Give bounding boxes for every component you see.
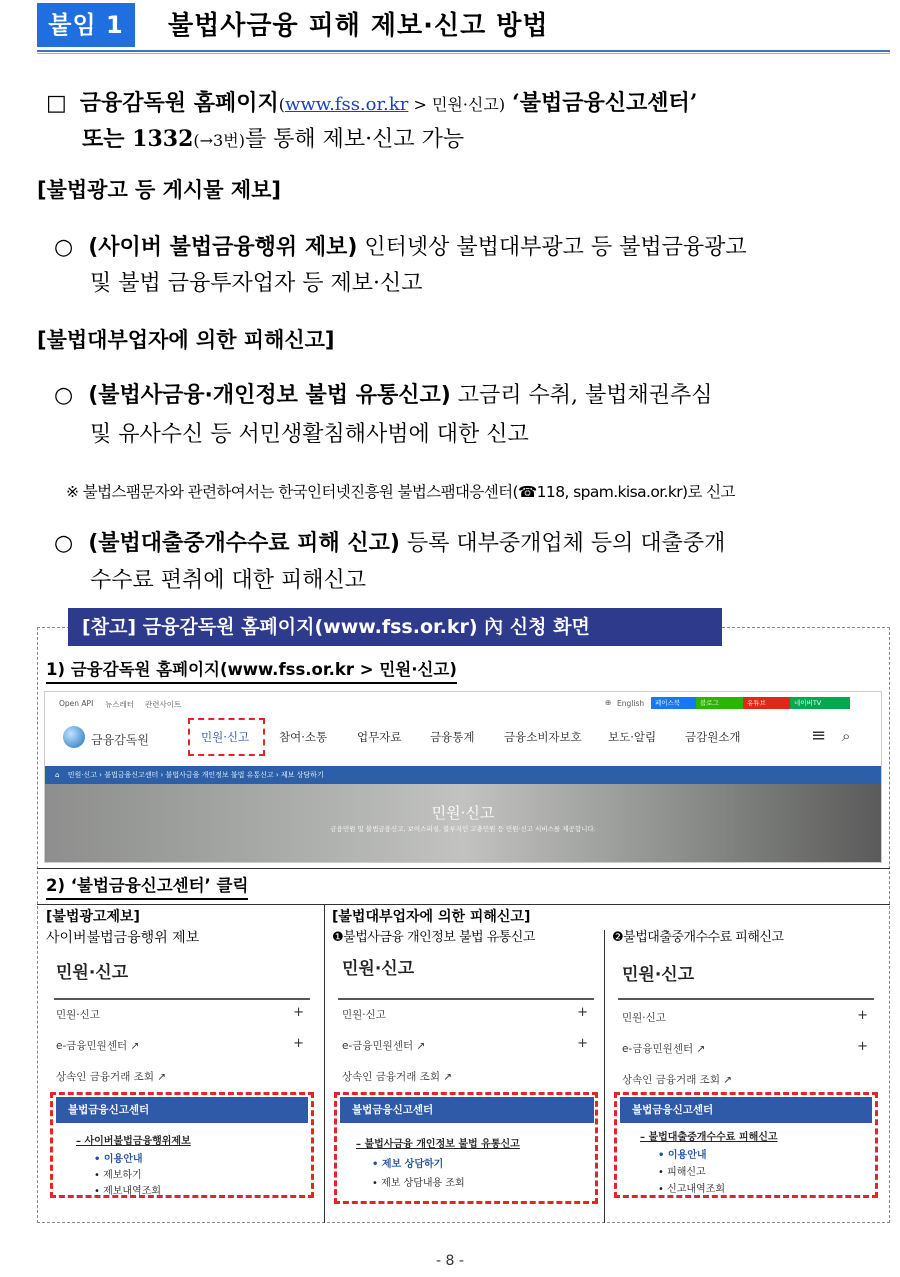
- panel2-menu-complaint[interactable]: 민원·신고: [342, 1009, 386, 1021]
- fss-logo-icon: [63, 726, 85, 748]
- grid-header-rule: [37, 904, 890, 905]
- reference-tab: [참고] 금융감독원 홈페이지(www.fss.or.kr) 內 신청 화면: [68, 608, 722, 646]
- panel2-menu-inherit[interactable]: 상속인 금융거래 조회 ↗: [342, 1071, 453, 1083]
- panel3-center[interactable]: 불법금융신고센터: [620, 1097, 872, 1123]
- facebook-button[interactable]: 페이스북: [651, 697, 701, 709]
- highlight-panel3: [614, 1092, 878, 1198]
- panel1-center[interactable]: 불법금융신고센터: [56, 1097, 308, 1123]
- navertv-button[interactable]: 네이버TV: [790, 697, 850, 709]
- panel3-rule: [618, 998, 874, 1000]
- col2-subheading: ❶불법사금융 개인정보 불법 유통신고: [332, 930, 535, 945]
- fss-link[interactable]: www.fss.or.kr: [284, 94, 409, 115]
- section2-item2-cont: 수수료 편취에 대한 피해신고: [90, 568, 367, 593]
- panel3-menu-efin[interactable]: e-금융민원센터 ↗: [622, 1043, 706, 1055]
- grid-col-sep-2: [604, 930, 605, 1223]
- plus-icon[interactable]: +: [857, 1008, 868, 1023]
- panel3-title: 민원·신고: [622, 965, 695, 985]
- panel2-rule: [338, 998, 594, 1000]
- plus-icon[interactable]: +: [577, 1005, 588, 1020]
- menu-icon[interactable]: ≡: [811, 725, 827, 746]
- col3-subheading: ❷불법대출중개수수료 피해신고: [612, 930, 784, 945]
- intro-line-2: 또는 1332(→3번)를 통해 제보·신고 가능: [82, 126, 465, 152]
- appendix-badge: 붙임 1: [37, 3, 135, 47]
- panel3-menu-complaint[interactable]: 민원·신고: [622, 1012, 666, 1024]
- panel2-title: 민원·신고: [342, 959, 415, 979]
- highlight-panel1: [50, 1092, 314, 1198]
- panel1-item-history[interactable]: • 제보내역조회: [94, 1186, 162, 1197]
- title-rule-thin: [37, 53, 890, 54]
- section-heading-ads: [불법광고 등 게시물 제보]: [37, 178, 281, 202]
- home-icon[interactable]: ⌂: [55, 771, 60, 779]
- breadcrumb: ⌂ 민원·신고 › 불법금융신고센터 › 불법사금융 개인정보 불법 유통신고 › 제보 상담하기: [45, 766, 881, 784]
- section1-item-cont: 및 불법 금융투자업자 등 제보·신고: [90, 271, 423, 296]
- intro-org: 금융감독원 홈페이지: [79, 90, 279, 116]
- center-name: ‘불법금융신고센터’: [512, 90, 698, 116]
- page-number: - 8 -: [436, 1253, 464, 1269]
- nav-materials[interactable]: 업무자료: [357, 730, 402, 744]
- page-title: 불법사금융 피해 제보·신고 방법: [168, 11, 549, 41]
- panel2-center[interactable]: 불법금융신고센터: [340, 1097, 594, 1123]
- grid-col-sep-1: [324, 904, 325, 1223]
- youtube-button[interactable]: 유튜브: [743, 697, 795, 709]
- step1-label: 1) 금융감독원 홈페이지(www.fss.or.kr > 민원·신고): [46, 659, 457, 684]
- panel1-menu-inherit[interactable]: 상속인 금융거래 조회 ↗: [56, 1071, 167, 1083]
- section1-item: ○ (사이버 불법금융행위 제보) 인터넷상 불법대부광고 등 불법금융광고: [54, 235, 747, 260]
- title-rule: [37, 50, 890, 52]
- plus-icon[interactable]: +: [857, 1039, 868, 1054]
- blog-button[interactable]: 블로그: [696, 697, 748, 709]
- panel2-item-consult[interactable]: • 제보 상담하기: [372, 1159, 444, 1170]
- checkbox-square: □: [46, 91, 67, 116]
- plus-icon[interactable]: +: [577, 1036, 588, 1051]
- panel1-item-report[interactable]: • 제보하기: [94, 1170, 142, 1181]
- col1-subheading: 사이버불법금융행위 제보: [46, 930, 200, 946]
- spam-note: ※ 불법스팸문자와 관련하여서는 한국인터넷진흥원 불법스팸대응센터(☎118, spam.kisa.or.kr)로 신고: [66, 483, 735, 501]
- intro-line-1: □ 금융감독원 홈페이지(www.fss.or.kr > 민원·신고) ‘불법금융신고센터’: [46, 90, 698, 116]
- panel1-title: 민원·신고: [56, 963, 129, 983]
- search-icon[interactable]: ⌕: [842, 727, 851, 745]
- nav-about[interactable]: 금감원소개: [685, 730, 741, 744]
- highlight-panel2: [334, 1092, 598, 1204]
- panel1-menu-efin[interactable]: e-금융민원센터 ↗: [56, 1040, 140, 1052]
- col2-heading: [불법대부업자에 의한 피해신고]: [332, 909, 531, 925]
- fss-homepage-screenshot: [44, 691, 882, 863]
- hero-banner: [45, 784, 881, 863]
- panel3-menu-inherit[interactable]: 상속인 금융거래 조회 ↗: [622, 1074, 733, 1086]
- col1-heading: [불법광고제보]: [46, 909, 140, 925]
- panel-2: [332, 952, 600, 1217]
- open-api-link[interactable]: Open API: [59, 699, 94, 708]
- hero-subtitle: 금융민원 및 불법금융신고, 보이스피싱, 불부지인 고충민원 등 민원·신고 서비스를 제공합니다.: [330, 825, 596, 833]
- newsletter-link[interactable]: 뉴스레터: [105, 700, 134, 709]
- top-utility-bar: [45, 692, 881, 714]
- panel3-item-report[interactable]: • 피해신고: [658, 1167, 706, 1178]
- nav-complaint[interactable]: 민원·신고: [201, 730, 250, 744]
- panel2-subtitle[interactable]: – 불법사금융 개인정보 불법 유통신고: [356, 1139, 520, 1150]
- panel1-subtitle[interactable]: – 사이버불법금융행위제보: [76, 1136, 191, 1147]
- nav-statistics[interactable]: 금융통계: [430, 730, 475, 744]
- section-heading-damage: [불법대부업자에 의한 피해신고]: [37, 328, 335, 352]
- plus-icon[interactable]: +: [293, 1036, 304, 1051]
- panel1-item-guide[interactable]: • 이용안내: [94, 1154, 143, 1165]
- panel3-subtitle[interactable]: – 불법대출중개수수료 피해신고: [640, 1132, 778, 1143]
- panel3-item-guide[interactable]: • 이용안내: [658, 1150, 707, 1161]
- section2-item1: ○ (불법사금융·개인정보 불법 유통신고) 고금리 수취, 불법채권추심: [54, 383, 713, 408]
- main-nav: [45, 717, 881, 761]
- globe-icon: ⊕: [605, 698, 612, 707]
- panel2-menu-efin[interactable]: e-금융민원센터 ↗: [342, 1040, 426, 1052]
- panel-3: [612, 952, 880, 1217]
- fss-logo-text[interactable]: 금융감독원: [91, 733, 149, 747]
- panel1-rule: [54, 998, 310, 1000]
- highlight-nav-box: [188, 718, 265, 756]
- section2-item2: ○ (불법대출중개수수료 피해 신고) 등록 대부중개업체 등의 대출중개: [54, 531, 726, 556]
- grid-top: [37, 868, 890, 869]
- related-sites-link[interactable]: 관련사이트: [145, 700, 182, 709]
- panel2-item-history[interactable]: • 제보 상담내용 조회: [372, 1178, 465, 1189]
- step2-label: 2) ‘불법금융신고센터’ 클릭: [46, 875, 248, 900]
- nav-consumer[interactable]: 금융소비자보호: [504, 730, 582, 744]
- plus-icon[interactable]: +: [293, 1005, 304, 1020]
- hero-title: 민원·신고: [431, 804, 495, 822]
- section2-item1-cont: 및 유사수신 등 서민생활침해사범에 대한 신고: [90, 422, 529, 447]
- english-link[interactable]: English: [617, 699, 645, 708]
- panel3-item-history[interactable]: • 신고내역조회: [658, 1184, 726, 1195]
- panel1-menu-complaint[interactable]: 민원·신고: [56, 1009, 100, 1021]
- nav-participation[interactable]: 참여·소통: [279, 730, 328, 744]
- panel-1: [48, 952, 316, 1217]
- nav-press[interactable]: 보도·알림: [608, 730, 657, 744]
